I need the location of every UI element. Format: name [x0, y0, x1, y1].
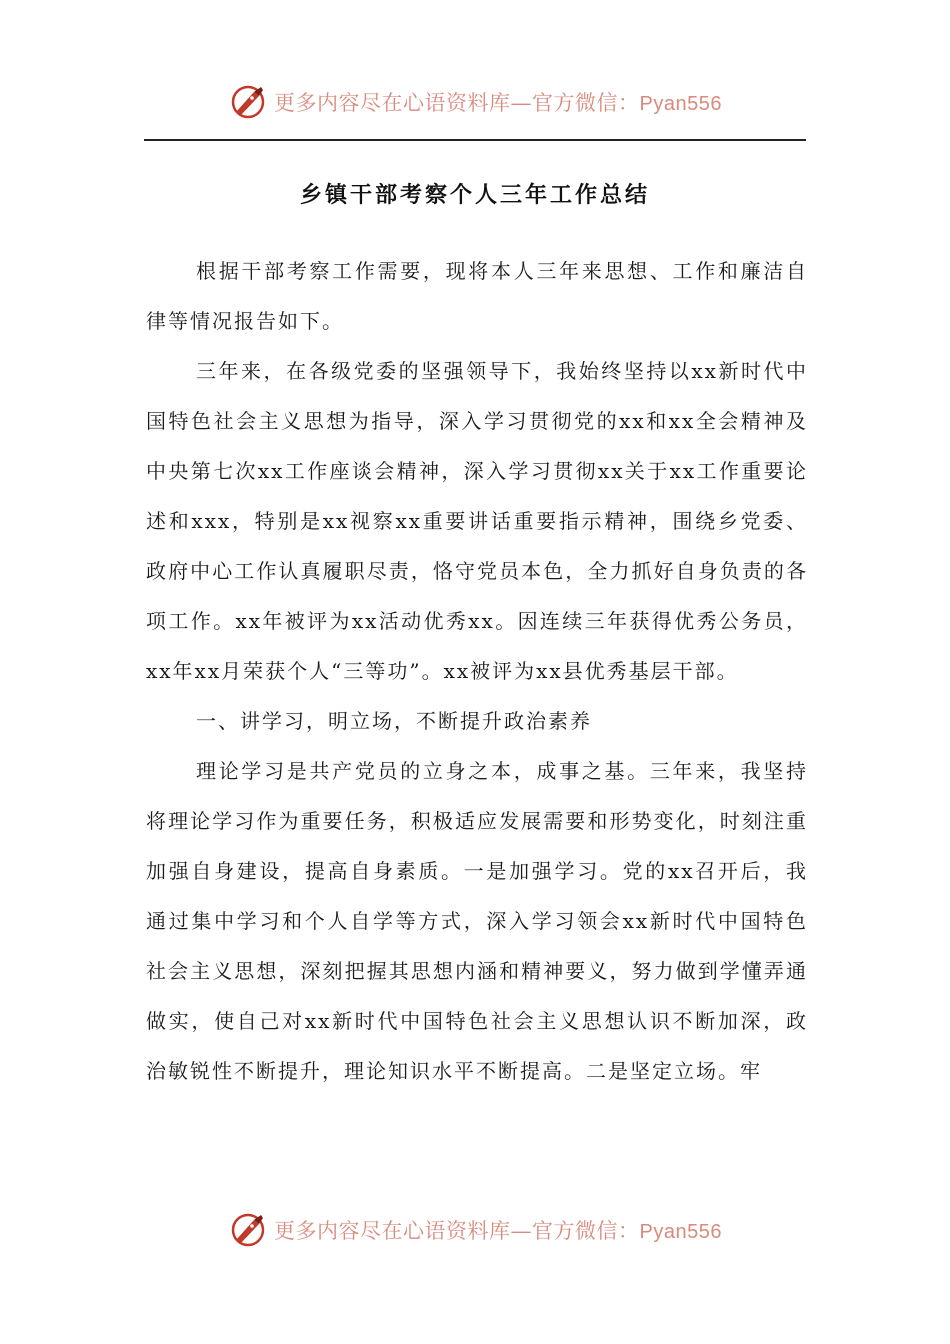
- section-heading: 一、讲学习，明立场，不断提升政治素养: [196, 709, 592, 733]
- banner-wechat-id: Pyan556: [639, 93, 722, 115]
- paragraph: 三年来，在各级党委的坚强领导下，我始终坚持以xx新时代中国特色社会主义思想为指导，深入学习贯彻党的xx和xx全会精神及中央第七次xx工作座谈会精神，深入学习贯彻xx关于xx工作重要论述和xxx，特别是xx视察xx重要讲话重要指示精神，围绕乡党委、政府中心工作认真履职尽责，恪守党员本色，全力抓好自身负责的各项工作。xx年被评为xx活动优秀xx。因连续三年获得优秀公务员，xx年xx月荣获个人“三等功”。xx被评为xx县优秀基层干部。: [146, 359, 808, 683]
- document-title: 乡镇干部考察个人三年工作总结: [299, 183, 650, 208]
- banner-text: [274, 87, 722, 117]
- pen-nib-circle-icon: [228, 1210, 268, 1250]
- header-divider: [144, 139, 806, 141]
- paragraph: 根据干部考察工作需要，现将本人三年来思想、工作和廉洁自律等情况报告如下。: [146, 259, 808, 333]
- banner-text: [274, 1215, 722, 1245]
- footer-banner: [0, 1208, 950, 1252]
- paragraph: 理论学习是共产党员的立身之本，成事之基。三年来，我坚持将理论学习作为重要任务，积极适应发展需要和形势变化，时刻注重加强自身建设，提高自身素质。一是加强学习。党的xx召开后，我通过集中学习和个人自学等方式，深入学习领会xx新时代中国特色社会主义思想，深刻把握其思想内涵和精神要义，努力做到学懂弄通做实，使自己对xx新时代中国特色社会主义思想认识不断加深，政治敏锐性不断提升，理论知识水平不断提高。二是坚定立场。牢: [146, 759, 808, 1083]
- banner-label: 更多内容尽在心语资料库—官方微信：: [274, 91, 640, 115]
- pen-nib-circle-icon: [228, 82, 268, 122]
- banner-wechat-id: Pyan556: [639, 1221, 722, 1243]
- header-banner: [0, 80, 950, 124]
- banner-label: 更多内容尽在心语资料库—官方微信：: [274, 1219, 640, 1243]
- document-body: [146, 246, 808, 1096]
